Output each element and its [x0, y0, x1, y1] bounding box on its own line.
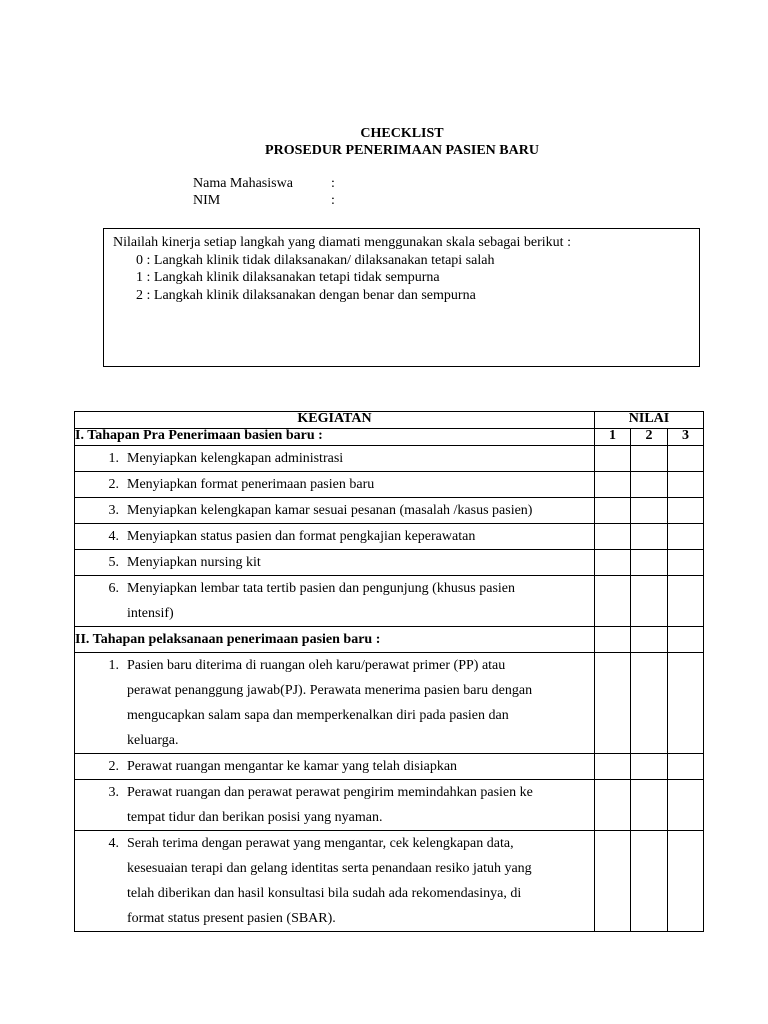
- item-number: 1.: [108, 658, 119, 673]
- item-number: 2.: [108, 477, 119, 492]
- table-row: [75, 550, 704, 576]
- score-cell[interactable]: [668, 831, 704, 932]
- item-number: 6.: [108, 581, 119, 596]
- item-text: intensif): [127, 606, 174, 621]
- item-number: 2.: [108, 759, 119, 774]
- score-cell[interactable]: [631, 754, 668, 780]
- item-text: Menyiapkan status pasien dan format pengkajian keperawatan: [127, 529, 476, 544]
- score-header-1: 1: [595, 429, 631, 446]
- score-cell[interactable]: [631, 446, 668, 472]
- score-cell[interactable]: [631, 472, 668, 498]
- score-cell[interactable]: [668, 472, 704, 498]
- score-cell[interactable]: [595, 627, 631, 653]
- score-cell[interactable]: [668, 498, 704, 524]
- field-label-nim: NIM: [193, 193, 221, 208]
- table-row: [75, 524, 704, 550]
- table-row: [75, 446, 704, 472]
- item-number: 3.: [108, 503, 119, 518]
- score-cell[interactable]: [595, 550, 631, 576]
- item-text: mengucapkan salam sapa dan memperkenalkan diri pada pasien dan: [127, 708, 509, 723]
- score-cell[interactable]: [631, 498, 668, 524]
- document-subtitle: PROSEDUR PENERIMAAN PASIEN BARU: [265, 143, 539, 158]
- item-text: Menyiapkan kelengkapan kamar sesuai pesanan (masalah /kasus pasien): [127, 503, 533, 518]
- scale-legend-box: [103, 228, 700, 367]
- item-text: Serah terima dengan perawat yang mengantar, cek kelengkapan data,: [127, 836, 514, 851]
- score-cell[interactable]: [668, 446, 704, 472]
- score-cell[interactable]: [631, 550, 668, 576]
- scale-item-2: 2 : Langkah klinik dilaksanakan dengan benar dan sempurna: [136, 287, 476, 303]
- score-cell[interactable]: [668, 653, 704, 754]
- item-text: kesesuaian terapi dan gelang identitas serta penandaan resiko jatuh yang: [127, 861, 532, 876]
- table-row: [75, 576, 704, 627]
- score-cell[interactable]: [595, 498, 631, 524]
- item-text: telah diberikan dan hasil konsultasi bila sudah ada rekomendasinya, di: [127, 886, 522, 901]
- item-number: 4.: [108, 529, 119, 544]
- item-number: 3.: [108, 785, 119, 800]
- item-text: perawat penanggung jawab(PJ). Perawata menerima pasien baru dengan: [127, 683, 533, 698]
- field-label-nama: Nama Mahasiswa: [193, 176, 293, 191]
- item-text: Menyiapkan kelengkapan administrasi: [127, 451, 344, 466]
- section-title-pra-penerimaan: I. Tahapan Pra Penerimaan basien baru :: [75, 429, 595, 446]
- document-title: CHECKLIST: [360, 126, 444, 141]
- score-cell[interactable]: [631, 576, 668, 627]
- item-text: Perawat ruangan dan perawat perawat pengirim memindahkan pasien ke: [127, 785, 533, 800]
- item-text: keluarga.: [127, 733, 179, 748]
- score-cell[interactable]: [595, 653, 631, 754]
- item-text: Perawat ruangan mengantar ke kamar yang telah disiapkan: [127, 759, 458, 774]
- item-number: 5.: [108, 555, 119, 570]
- item-text: Menyiapkan lembar tata tertib pasien dan pengunjung (khusus pasien: [127, 581, 516, 596]
- score-cell[interactable]: [631, 831, 668, 932]
- item-text: format status present pasien (SBAR).: [127, 911, 336, 926]
- scale-intro: Nilailah kinerja setiap langkah yang diamati menggunakan skala sebagai berikut :: [113, 235, 571, 250]
- column-header-nilai: NILAI: [595, 412, 704, 429]
- table-row: [75, 653, 704, 754]
- table-row: [75, 831, 704, 932]
- field-colon-nama: :: [331, 176, 335, 191]
- score-cell[interactable]: [668, 524, 704, 550]
- scale-item-0: 0 : Langkah klinik tidak dilaksanakan/ dilaksanakan tetapi salah: [136, 252, 495, 268]
- score-cell[interactable]: [595, 446, 631, 472]
- score-cell[interactable]: [668, 576, 704, 627]
- table-row: [75, 780, 704, 831]
- score-header-2: 2: [631, 429, 668, 446]
- score-cell[interactable]: [631, 780, 668, 831]
- item-text: Menyiapkan nursing kit: [127, 555, 261, 570]
- scale-item-1: 1 : Langkah klinik dilaksanakan tetapi tidak sempurna: [136, 270, 440, 285]
- score-cell[interactable]: [595, 472, 631, 498]
- score-cell[interactable]: [668, 780, 704, 831]
- item-number: 4.: [108, 836, 119, 851]
- score-cell[interactable]: [631, 524, 668, 550]
- column-header-kegiatan: KEGIATAN: [75, 412, 595, 429]
- section-title-pelaksanaan: II. Tahapan pelaksanaan penerimaan pasien baru :: [75, 627, 595, 653]
- table-row: [75, 498, 704, 524]
- item-number: 1.: [108, 451, 119, 466]
- score-cell[interactable]: [595, 831, 631, 932]
- score-cell[interactable]: [595, 524, 631, 550]
- item-text: Pasien baru diterima di ruangan oleh karu/perawat primer (PP) atau: [127, 658, 506, 673]
- table-row: [75, 472, 704, 498]
- field-colon-nim: :: [331, 193, 335, 208]
- score-cell[interactable]: [595, 754, 631, 780]
- score-cell[interactable]: [668, 550, 704, 576]
- table-row: [75, 754, 704, 780]
- item-text: tempat tidur dan berikan posisi yang nyaman.: [127, 810, 383, 825]
- table-row: [75, 627, 704, 653]
- score-cell[interactable]: [595, 780, 631, 831]
- score-cell[interactable]: [595, 576, 631, 627]
- score-cell[interactable]: [668, 754, 704, 780]
- score-cell[interactable]: [668, 627, 704, 653]
- item-text: Menyiapkan format penerimaan pasien baru: [127, 477, 375, 492]
- checklist-table: [74, 411, 704, 932]
- score-cell[interactable]: [631, 653, 668, 754]
- score-cell[interactable]: [631, 627, 668, 653]
- score-header-3: 3: [668, 429, 704, 446]
